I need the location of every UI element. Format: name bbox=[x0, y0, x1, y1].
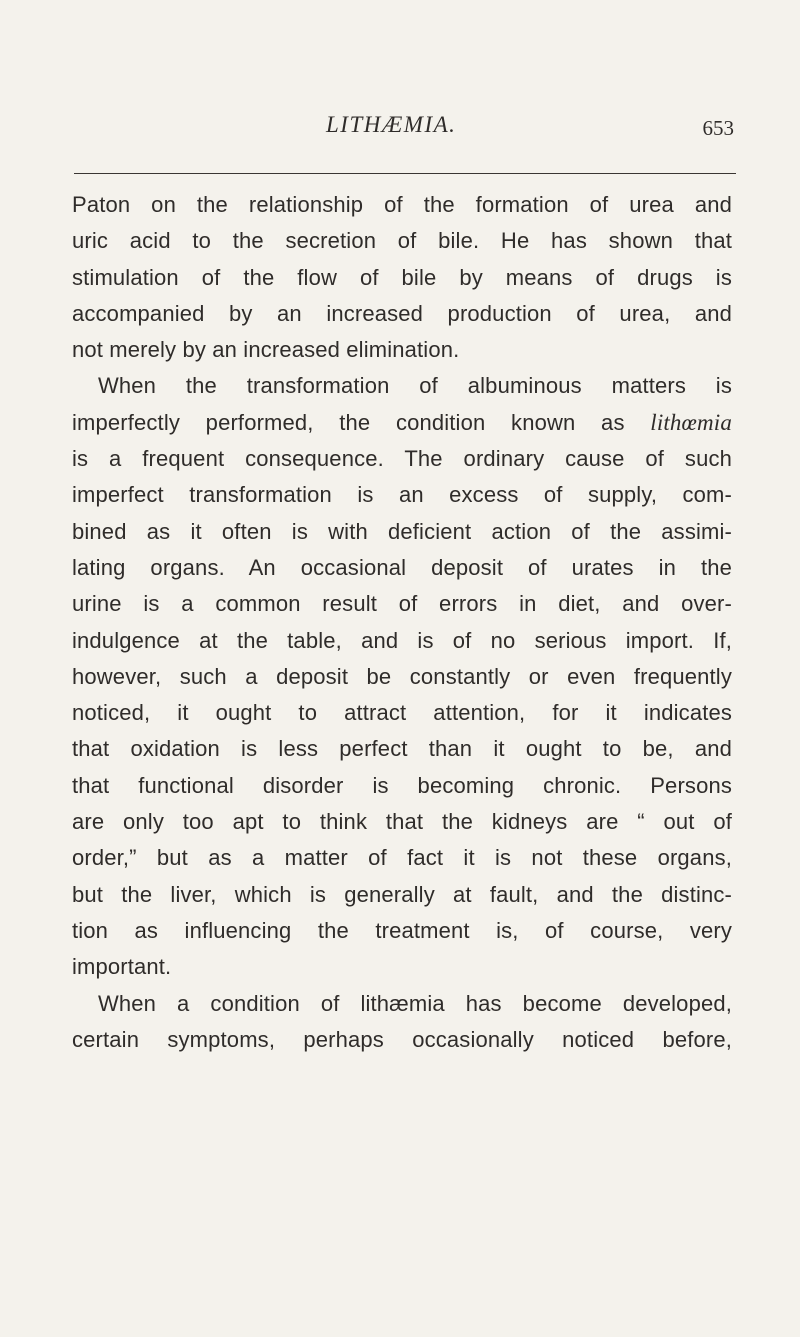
page-number: 653 bbox=[702, 116, 734, 140]
paragraph-3 bbox=[72, 986, 732, 1059]
text-line: imperfect transformation is an excess of supply, com- bbox=[72, 482, 732, 508]
paragraph-2 bbox=[72, 368, 732, 985]
book-page bbox=[72, 0, 734, 1337]
text-line: uric acid to the secretion of bile. He has shown that bbox=[72, 228, 732, 254]
text-line: is a frequent consequence. The ordinary cause of such bbox=[72, 446, 732, 472]
body-text bbox=[72, 187, 732, 1058]
text-line: accompanied by an increased production of urea, and bbox=[72, 300, 732, 326]
text-line: certain symptoms, perhaps occasionally noticed before, bbox=[72, 1026, 732, 1052]
text-line: urine is a common result of errors in diet, and over- bbox=[72, 591, 732, 617]
text-line: indulgence at the table, and is of no serious import. If, bbox=[72, 627, 732, 653]
text-line: are only too apt to think that the kidneys are “ out of bbox=[72, 809, 732, 835]
text-line: that oxidation is less perfect than it ought to be, and bbox=[72, 736, 732, 762]
italic-term: lithœmia bbox=[650, 409, 732, 435]
text-line: noticed, it ought to attract attention, for it indicates bbox=[72, 700, 732, 726]
text-line: however, such a deposit be constantly or even frequently bbox=[72, 663, 732, 689]
text-line: When the transformation of albuminous matters is bbox=[98, 373, 732, 399]
header-rule bbox=[74, 173, 736, 174]
text-line: that functional disorder is becoming chronic. Persons bbox=[72, 772, 732, 798]
paragraph-1 bbox=[72, 187, 732, 368]
text-fragment: imperfectly performed, the condition known as bbox=[72, 409, 651, 435]
text-line: not merely by an increased elimination. bbox=[72, 337, 460, 363]
text-line: tion as influencing the treatment is, of course, very bbox=[72, 917, 732, 943]
text-line: important. bbox=[72, 954, 172, 980]
running-head bbox=[72, 112, 734, 152]
text-line: order,” but as a matter of fact it is not these organs, bbox=[72, 845, 732, 871]
text-line: lating organs. An occasional deposit of urates in the bbox=[72, 554, 732, 580]
text-line: bined as it often is with deficient action of the assimi- bbox=[72, 518, 732, 544]
text-line-with-term bbox=[72, 405, 732, 441]
text-line: Paton on the relationship of the formation of urea and bbox=[72, 192, 732, 217]
running-title: LITHÆMIA. bbox=[326, 112, 457, 137]
text-line: When a condition of lithæmia has become developed, bbox=[98, 990, 732, 1016]
text-line: but the liver, which is generally at fault, and the distinc- bbox=[72, 881, 732, 907]
text-line: stimulation of the flow of bile by means of drugs is bbox=[72, 264, 732, 290]
